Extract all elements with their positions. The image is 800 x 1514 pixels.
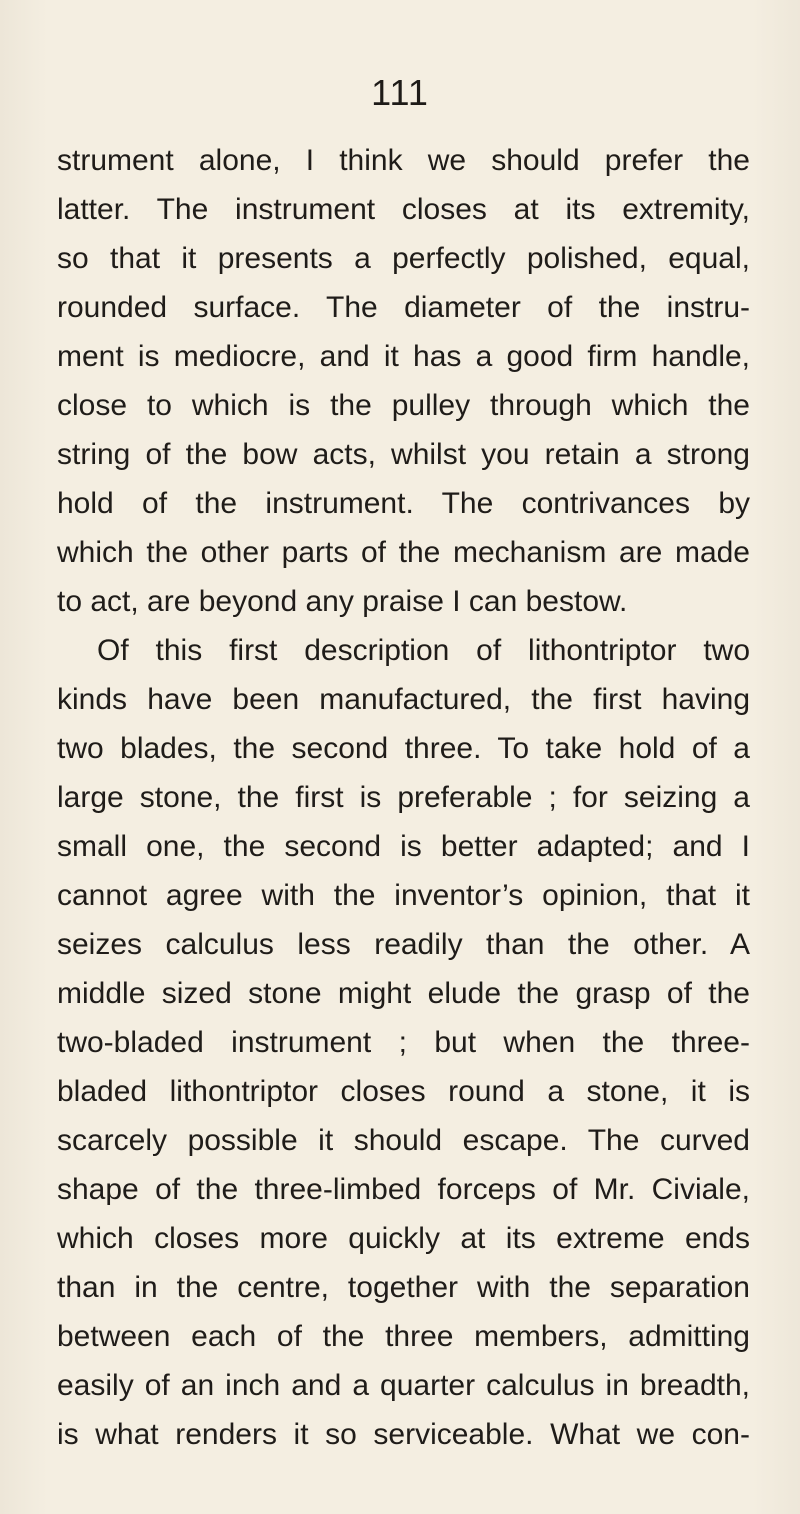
text-line: two-bladed instrument ; but when the three-: [57, 1026, 750, 1059]
paragraph-start-line: Of this first description of lithontriptor two: [97, 634, 750, 667]
text-line: large stone, the first is preferable ; for seizing a: [57, 781, 750, 814]
text-line: so that it presents a perfectly polished, equal,: [57, 242, 750, 275]
text-line: cannot agree with the inventor’s opinion, that it: [57, 879, 750, 912]
text-line: kinds have been manufactured, the first having: [57, 683, 750, 716]
text-line: seizes calculus less readily than the other. A: [57, 928, 750, 961]
body-text: [57, 136, 750, 1459]
text-line: which closes more quickly at its extreme ends: [57, 1222, 750, 1255]
text-line: small one, the second is better adapted; and I: [57, 830, 750, 863]
text-line: bladed lithontriptor closes round a stone, it is: [57, 1075, 750, 1108]
text-line: scarcely possible it should escape. The curved: [57, 1124, 750, 1157]
text-line: middle sized stone might elude the grasp of the: [57, 977, 750, 1010]
text-line: which the other parts of the mechanism are made: [57, 536, 750, 569]
page-number: 111: [371, 72, 429, 113]
text-line: latter. The instrument closes at its extremity,: [57, 193, 750, 226]
text-line: close to which is the pulley through which the: [57, 389, 750, 422]
text-line: two blades, the second three. To take hold of a: [57, 732, 750, 765]
paragraph-end-line: to act, are beyond any praise I can bestow.: [57, 585, 628, 618]
text-line: is what renders it so serviceable. What we con-: [57, 1418, 750, 1451]
text-line: rounded surface. The diameter of the instru-: [57, 291, 750, 324]
text-line: easily of an inch and a quarter calculus in breadth,: [57, 1369, 750, 1402]
text-line: string of the bow acts, whilst you retain a strong: [57, 438, 750, 471]
text-line: than in the centre, together with the separation: [57, 1271, 750, 1304]
text-line: strument alone, I think we should prefer the: [57, 144, 750, 177]
text-line: ment is mediocre, and it has a good firm handle,: [57, 340, 750, 373]
text-line: between each of the three members, admitting: [57, 1320, 750, 1353]
text-line: hold of the instrument. The contrivances by: [57, 487, 750, 520]
text-line: shape of the three-limbed forceps of Mr. Civiale,: [57, 1173, 750, 1206]
